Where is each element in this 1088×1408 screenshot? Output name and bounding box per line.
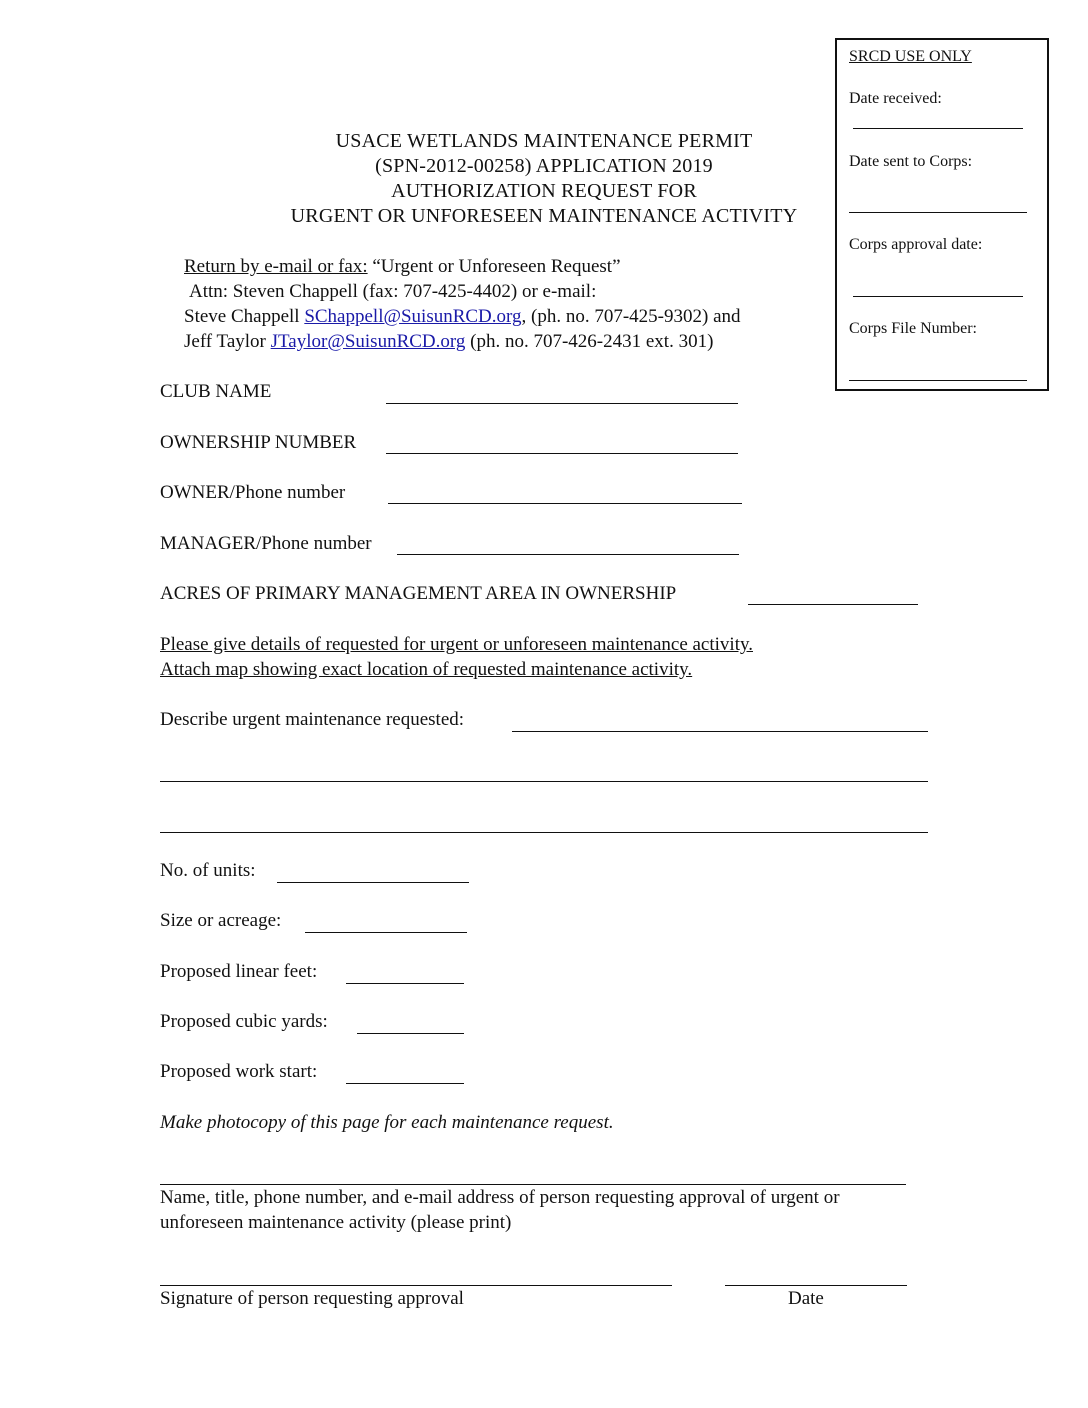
requester-info-label-1: Name, title, phone number, and e-mail address of person requesting approval of urgent or	[160, 1187, 840, 1208]
jeff-phone: (ph. no. 707-426-2431 ext. 301)	[465, 331, 714, 352]
manager-phone-label: MANAGER/Phone number	[160, 533, 372, 554]
size-field[interactable]	[305, 932, 467, 933]
steve-email-link[interactable]: SChappell@SuisunRCD.org	[304, 306, 522, 327]
corps-approval-label: Corps approval date:	[849, 236, 983, 253]
cubic-yards-field[interactable]	[357, 1033, 464, 1034]
cubic-yards-label: Proposed cubic yards:	[160, 1011, 328, 1032]
title-line-4: URGENT OR UNFORESEEN MAINTENANCE ACTIVITY	[290, 205, 798, 227]
units-label: No. of units:	[160, 860, 256, 881]
ownership-number-label: OWNERSHIP NUMBER	[160, 432, 357, 453]
club-name-field[interactable]	[386, 403, 738, 404]
srcd-header: SRCD USE ONLY	[849, 48, 972, 65]
owner-phone-field[interactable]	[388, 503, 742, 504]
requester-info-label-2: unforeseen maintenance activity (please print)	[160, 1212, 512, 1233]
instructions-line-2: Attach map showing exact location of requested maintenance activity.	[160, 659, 693, 680]
work-start-field[interactable]	[346, 1083, 464, 1084]
steve-name: Steve Chappell	[184, 306, 305, 327]
jeff-contact	[184, 331, 713, 353]
corps-file-label: Corps File Number:	[849, 320, 977, 337]
jeff-name: Jeff Taylor	[184, 331, 271, 352]
steve-contact	[184, 306, 741, 328]
describe-field-line-3[interactable]	[160, 832, 928, 833]
steve-phone: , (ph. no. 707-425-9302) and	[521, 306, 741, 327]
size-label: Size or acreage:	[160, 910, 282, 931]
ownership-number-field[interactable]	[386, 453, 738, 454]
title-line-1: USACE WETLANDS MAINTENANCE PERMIT	[335, 130, 753, 152]
jeff-email-link[interactable]: JTaylor@SuisunRCD.org	[270, 331, 466, 352]
attn-line: Attn: Steven Chappell (fax: 707-425-4402) or e-mail:	[189, 281, 597, 302]
corps-approval-line[interactable]	[853, 296, 1023, 297]
date-received-label: Date received:	[849, 90, 942, 107]
describe-label: Describe urgent maintenance requested:	[160, 709, 465, 730]
acres-field[interactable]	[748, 604, 918, 605]
return-subject: “Urgent or Unforeseen Request”	[367, 256, 621, 277]
describe-field-line-2[interactable]	[160, 781, 928, 782]
date-label: Date	[788, 1288, 824, 1309]
acres-label: ACRES OF PRIMARY MANAGEMENT AREA IN OWNERSHIP	[160, 583, 677, 604]
title-line-3: AUTHORIZATION REQUEST FOR	[391, 180, 697, 202]
linear-feet-field[interactable]	[346, 983, 464, 984]
date-field[interactable]	[725, 1285, 907, 1286]
instructions-line-1: Please give details of requested for urgent or unforeseen maintenance activity.	[160, 634, 753, 655]
linear-feet-label: Proposed linear feet:	[160, 961, 318, 982]
title-line-2: (SPN-2012-00258) APPLICATION 2019	[375, 155, 713, 177]
return-instructions	[184, 256, 621, 278]
return-label: Return by e-mail or fax:	[184, 256, 368, 277]
date-received-line[interactable]	[853, 128, 1023, 129]
units-field[interactable]	[277, 882, 469, 883]
work-start-label: Proposed work start:	[160, 1061, 318, 1082]
manager-phone-field[interactable]	[397, 554, 739, 555]
signature-label: Signature of person requesting approval	[160, 1288, 464, 1309]
photocopy-note: Make photocopy of this page for each maintenance request.	[160, 1112, 614, 1133]
signature-field[interactable]	[160, 1285, 672, 1286]
requester-info-field[interactable]	[160, 1184, 906, 1185]
corps-file-line[interactable]	[849, 380, 1027, 381]
club-name-label: CLUB NAME	[160, 381, 272, 402]
describe-field-line-1[interactable]	[512, 731, 928, 732]
date-sent-label: Date sent to Corps:	[849, 153, 973, 170]
owner-phone-label: OWNER/Phone number	[160, 482, 346, 503]
